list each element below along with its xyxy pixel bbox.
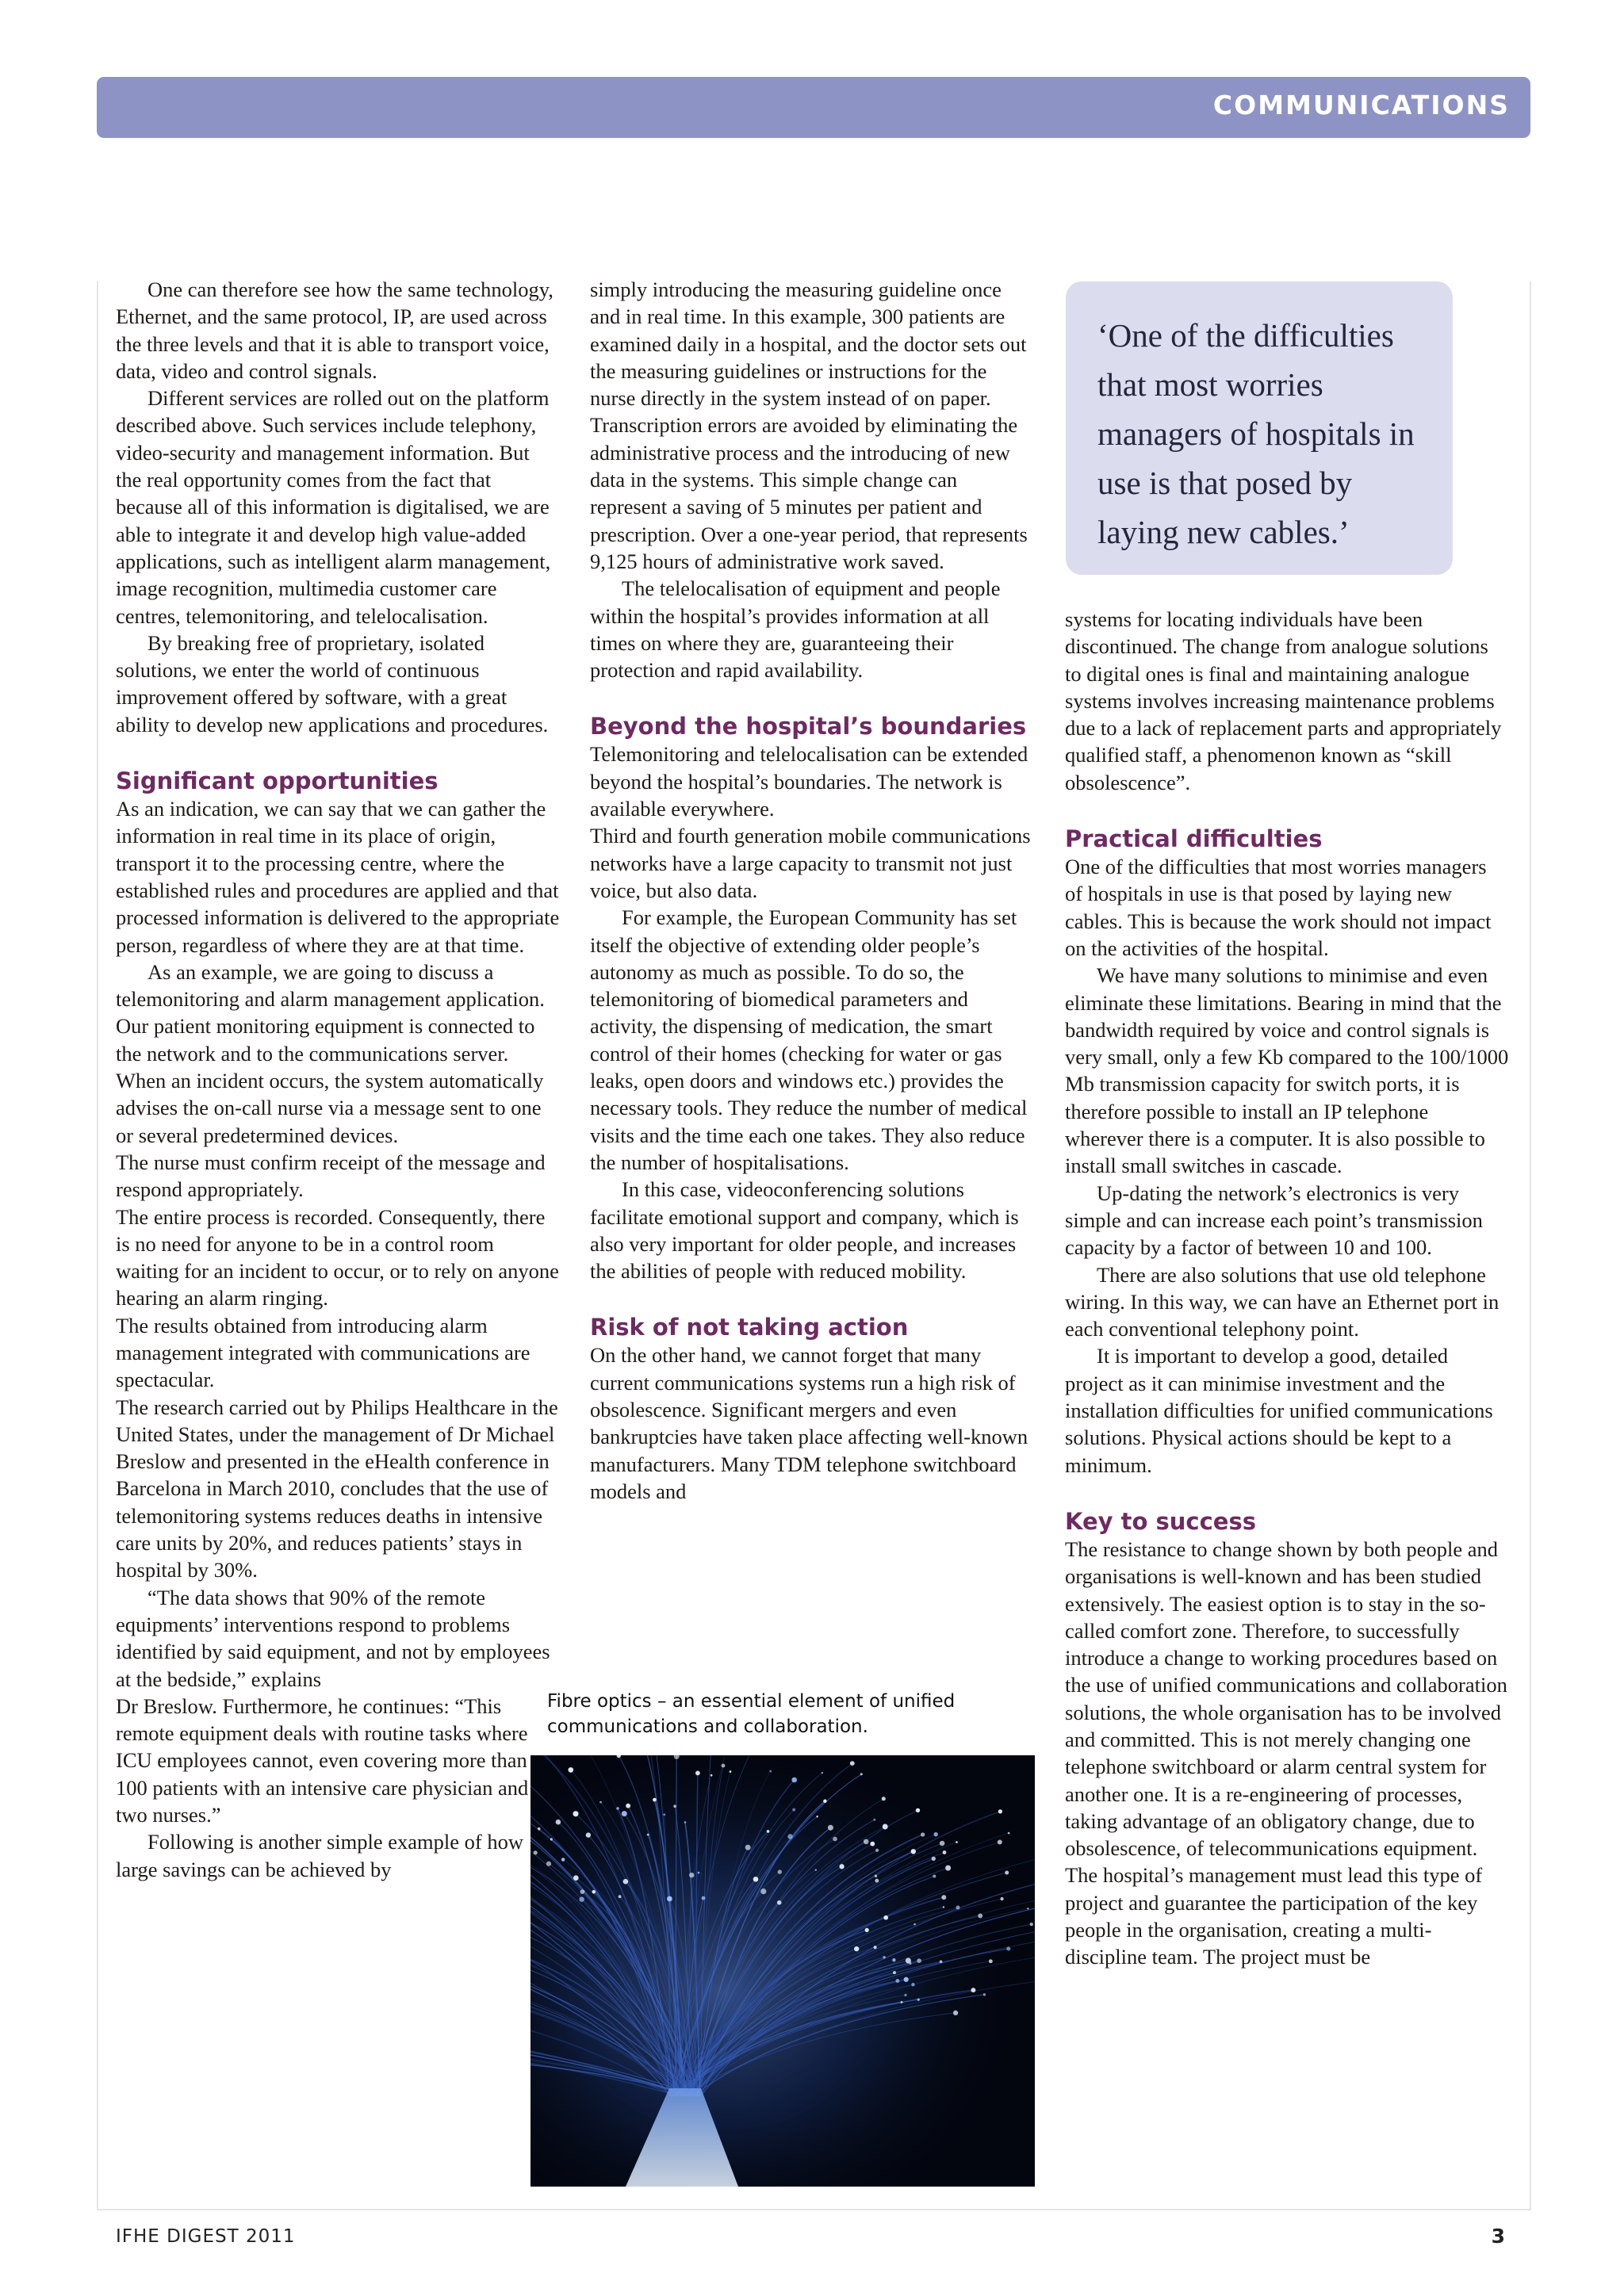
photo-caption: Fibre optics – an essential element of unified communications and collaboration. — [547, 1691, 956, 1737]
paragraph: By breaking free of proprietary, isolated solutions, we enter the world of continuous improvement offered by software, with a great ability to develop new applications and procedures. — [116, 630, 549, 737]
subheading-key-to-success: Key to success — [1065, 1507, 1256, 1535]
fibre-tip — [914, 1923, 916, 1926]
fibre-tip — [956, 1906, 959, 1910]
fibre-tip — [695, 1771, 700, 1776]
fibre-tip — [860, 1773, 863, 1775]
paragraph: The nurse must confirm receipt of the message and respond appropriately. — [116, 1150, 546, 1202]
paragraph: For example, the European Community has set itself the objective of extending older people’s autonomy as much as possible. To do so, the telemonitoring of biomedical parameters and activity, the dispensing of medication, the smart control of their homes (checking for water or gas leaks, open doors and windows etc.) provides the necessary tools. They reduce the number of medical visits and the time each one takes. They also reduce the number of hospitalisations. — [590, 905, 1028, 1174]
paragraph: Third and fourth generation mobile communications networks have a large capacity to transmit not just voice, but also data. — [590, 824, 1031, 902]
fibre-tip — [777, 1900, 782, 1905]
fibre-tip — [667, 1896, 672, 1902]
paragraph: systems for locating individuals have been discontinued. The change from analogue solutions to digital ones is final and maintaining analogue systems involves increasing maintenance problems due to a lack of replacement parts and appropriately qualified staff, a phenomenon known as “skill obsolescence”. — [1065, 607, 1502, 794]
fibre-tip — [769, 1770, 772, 1773]
fibre-tip — [932, 1857, 936, 1861]
fibre-tip — [592, 1890, 596, 1894]
fibre-tip — [580, 1889, 585, 1894]
fibre-tip — [971, 1988, 975, 1992]
paragraph: Following is another simple example of how large savings can be achieved by — [116, 1830, 523, 1881]
fibre-tip — [653, 1798, 657, 1802]
fibre-tip — [767, 1830, 770, 1833]
pull-quote: ‘One of the difficulties that most worries managers of hospitals in use is that posed by laying new cables.’ — [1066, 281, 1453, 575]
fibre-tip — [684, 1821, 687, 1823]
fibre-tip — [933, 1874, 936, 1877]
fibre-tip — [753, 1877, 759, 1882]
fibre-tip — [882, 1797, 886, 1800]
fibre-tip — [792, 1808, 795, 1812]
fibre-tip — [911, 1983, 914, 1986]
fibre-tip — [883, 1956, 885, 1958]
fibre-tip — [892, 1958, 895, 1961]
fibre-tip — [828, 1825, 833, 1831]
fibre-tip — [760, 1888, 766, 1894]
fibre-tip — [573, 1811, 578, 1816]
subheading-beyond-boundaries: Beyond the hospital’s boundaries — [590, 713, 1027, 740]
fibre-tip — [778, 1869, 782, 1873]
fibre-tip — [906, 1957, 911, 1963]
fibre-tip — [940, 1841, 945, 1846]
paragraph: The research carried out by Philips Healthcare in the United States, under the management of Dr Michael Breslow and presented in the eHealth conference in Barcelona in March 2010, concludes that the use of telemonitoring systems reduces deaths in intensive care units by 20%, and reduces patients’ stays in hospital by 30%. — [116, 1395, 558, 1582]
fibre-tip — [875, 1849, 879, 1852]
paragraph: Dr Breslow. Furthermore, he continues: “This remote equipment deals with routine tasks where ICU employees cannot, even covering more than 100 patients with an intensive care physician and two nurses.” — [116, 1693, 529, 1827]
fibre-tip — [534, 1850, 538, 1854]
fibre-tip — [978, 1914, 982, 1919]
page-number: 3 — [1491, 2225, 1505, 2248]
fibre-tip — [943, 1906, 944, 1908]
fibre-tip — [823, 1800, 827, 1804]
fibre-tip — [1030, 1923, 1033, 1926]
fibre-tip — [702, 1896, 706, 1900]
text-column-1 — [116, 276, 560, 1883]
fibre-tip — [873, 1819, 875, 1821]
fibre-tip — [956, 1841, 958, 1843]
fibre-tip — [870, 1842, 875, 1846]
paragraph: In this case, videoconferencing solutions facilitate emotional support and company, which is also very important for older people, and increases the abilities of people with reduced mobility. — [590, 1177, 1019, 1284]
fibre-tip — [953, 2011, 958, 2015]
fibre-tip — [940, 1960, 943, 1963]
fibre-tip — [865, 1928, 869, 1932]
fibre-tip — [815, 1869, 817, 1870]
fibre-tip — [901, 2001, 903, 2003]
fibre-tip — [864, 1839, 869, 1845]
fibre-tip — [745, 1845, 751, 1850]
text-column-2 — [590, 276, 1034, 1505]
paragraph: As an example, we are going to discuss a telemonitoring and alarm management application. Our patient monitoring equipment is connected to the network and to the communications server. When an incident occurs, the system automatically advises the on-call nurse via a message sent to one or several predetermined devices. — [116, 959, 545, 1147]
fibre-tip — [916, 1808, 920, 1812]
fibre-tip — [619, 1895, 622, 1898]
fibre-tip — [893, 1971, 896, 1974]
paragraph: The results obtained from introducing alarm management integrated with communications are spectacular. — [116, 1313, 530, 1392]
paragraph: As an indication, we can say that we can gather the information in real time in its place of origin, transport it to the processing centre, where the established rules and procedures are applied and that processed information is delivered to the appropriate person, regardless of where they are at that time. — [116, 797, 560, 957]
paragraph: Telemonitoring and telelocalisation can be extended beyond the hospital’s boundaries. The network is available everywhere. — [590, 742, 1028, 821]
fibre-tip — [787, 1834, 792, 1839]
fibre-tip — [921, 1832, 925, 1836]
fibre-tip — [816, 1816, 818, 1818]
fibre-tip — [883, 1824, 888, 1830]
fibre-tip — [791, 1777, 797, 1783]
fibre-tip — [989, 1959, 993, 1963]
fibre-tip — [573, 1875, 579, 1881]
fibre-tip — [730, 1770, 732, 1773]
paragraph: The entire process is recorded. Consequently, there is no need for anyone to be in a control room waiting for an incident to occur, or to rely on anyone hearing an alarm ringing. — [116, 1204, 559, 1311]
fibre-tip — [822, 1772, 824, 1774]
text-column-3 — [1065, 606, 1509, 1971]
fibre-tip — [626, 1804, 630, 1808]
subheading-risk-of-not-taking-action: Risk of not taking action — [590, 1314, 909, 1341]
fibre-tip — [579, 1896, 584, 1901]
fibre-tip — [895, 1979, 899, 1983]
paragraph: It is important to develop a good, detailed project as it can minimise investment and the installation difficulties for unified communications solutions. Physical actions should be kept to a minimum. — [1065, 1344, 1493, 1477]
fibre-tip — [586, 1832, 591, 1837]
fibre-tip — [722, 1764, 726, 1768]
paragraph: simply introducing the measuring guideline once and in real time. In this example, 300 patients are examined daily in a hospital, and the doctor sets out the measuring guidelines or instructions for the nurse directly in the system instead of on paper. Transcription errors are avoided by eliminating the administrative process and the introducing of new data in the systems. This simple change can represent a saving of 5 minutes per patient and prescription. Over a one-year period, that represents 9,125 hours of administrative work saved. — [590, 277, 1028, 573]
paragraph: We have many solutions to minimise and even eliminate these limitations. Bearing in mind that the bandwidth required by voice and control signals is very small, only a few Kb compared to the 100/1000 Mb transmission capacity for switch ports, it is therefore possible to install an IP telephone wherever there is a computer. It is also possible to install small switches in cascade. — [1065, 963, 1509, 1178]
fibre-optics-illustration — [530, 1755, 1035, 2187]
fibre-tip — [1027, 1908, 1028, 1909]
fibre-tip — [904, 1977, 909, 1982]
fibre-tip — [647, 1834, 649, 1836]
fibre-tip — [874, 1946, 877, 1949]
fibre-tip — [917, 1958, 921, 1963]
fibre-tip — [941, 1895, 946, 1900]
fibre-tip — [673, 1804, 676, 1808]
fibre-tip — [546, 1862, 551, 1866]
fibre-tip — [833, 1837, 837, 1842]
fibre-tip — [623, 1879, 629, 1885]
frame-rule-right — [1530, 281, 1531, 2210]
footer-publication: IFHE DIGEST 2011 — [116, 2226, 296, 2247]
section-header-bar — [97, 77, 1530, 138]
fibre-tip — [943, 1850, 947, 1854]
paragraph: The resistance to change shown by both people and organisations is well-known and has been studied extensively. The easiest option is to stay in the so-called comfort zone. Therefore, to successfully introduce a change to working procedures based on the use of unified communications and collaboration solutions, the whole organisation has to be involved and committed. This is not merely changing one telephone switchboard or alarm central system for another one. It is a re-engineering of processes, taking advantage of an obligatory change, due to obsolescence, of telecommunications equipment. The hospital’s management must lead this type of project and guarantee the participation of the key people in the organisation, creating a multi-discipline team. The project must be — [1065, 1536, 1507, 1969]
fibre-tip — [839, 1864, 844, 1869]
paragraph: “The data shows that 90% of the remote equipments’ interventions respond to problems identified by said equipment, and not by employees at the bedside,” explains — [116, 1585, 550, 1691]
fibre-tip — [616, 1807, 619, 1809]
paragraph: Different services are rolled out on the platform described above. Such services include telephony, video-security and management information. But the real opportunity comes from the fact that because all of this information is digitalised, we are able to integrate it and develop high value-added applications, such as intelligent alarm management, image recognition, multimedia customer care centres, telemonitoring, and telelocalisation. — [116, 386, 551, 628]
fibre-tip — [883, 1915, 888, 1920]
fibre-tip — [945, 1866, 951, 1871]
fibre-tip — [710, 1774, 713, 1777]
fibre-tip — [689, 1873, 694, 1877]
fibre-tip — [983, 1993, 986, 1996]
paragraph: Up-dating the network’s electronics is very simple and can increase each point’s transmission capacity by a factor of between 10 and 100. — [1065, 1181, 1483, 1260]
fibre-tip — [1006, 1946, 1010, 1950]
frame-rule-bottom — [97, 2209, 1531, 2210]
fibre-tip — [1008, 1832, 1010, 1835]
fibre-tip — [934, 1832, 938, 1836]
paragraph: On the other hand, we cannot forget that many current communications systems run a high risk of obsolescence. Significant mergers and even bankruptcies have taken place affecting well-known manufacturers. Many TDM telephone switchboard models and — [590, 1343, 1028, 1503]
fibre-tip — [850, 1761, 855, 1766]
subheading-practical-difficulties: Practical difficulties — [1065, 825, 1323, 853]
frame-rule-left — [97, 281, 98, 2210]
paragraph: One can therefore see how the same technology, Ethernet, and the same protocol, IP, are used across the three levels and that it is able to transport voice, data, video and control signals. — [116, 277, 553, 383]
fibre-tip — [875, 1879, 879, 1883]
fibre-tip — [917, 1999, 920, 2001]
fibre-tip — [622, 1811, 627, 1816]
section-title: COMMUNICATIONS — [1212, 90, 1510, 121]
fibre-tip — [538, 1827, 541, 1831]
paragraph: One of the difficulties that most worries managers of hospitals in use is that posed by laying new cables. This is because the work should not impact on the activities of the hospital. — [1065, 855, 1492, 960]
fibre-tip — [599, 1801, 602, 1804]
fibre-optics-photo — [530, 1755, 1035, 2187]
paragraph: There are also solutions that use old telephone wiring. In this way, we can have an Ethernet port in each conventional telephony point. — [1065, 1262, 1500, 1341]
fibre-tip — [698, 1872, 700, 1874]
fibre-tip — [998, 1840, 1002, 1845]
subheading-significant-opportunities: Significant opportunities — [116, 767, 439, 795]
fibre-tip — [568, 1767, 573, 1773]
fibre-tip — [556, 1820, 561, 1825]
fibre-tip — [1001, 1897, 1004, 1900]
fibre-tip — [904, 1994, 906, 1996]
fibre-tip — [663, 1813, 665, 1816]
fibre-tip — [854, 1946, 859, 1951]
fibre-tip — [998, 1809, 1002, 1813]
fibre-tip — [875, 1875, 877, 1877]
fibre-tip — [1005, 1871, 1009, 1875]
fibre-tip — [550, 1838, 553, 1840]
fibre-tip — [561, 1858, 565, 1861]
paragraph: The telelocalisation of equipment and people within the hospital’s provides information at all times on where they are, guaranteeing their protection and rapid availability. — [590, 576, 1001, 683]
fibre-tip — [911, 1849, 916, 1854]
